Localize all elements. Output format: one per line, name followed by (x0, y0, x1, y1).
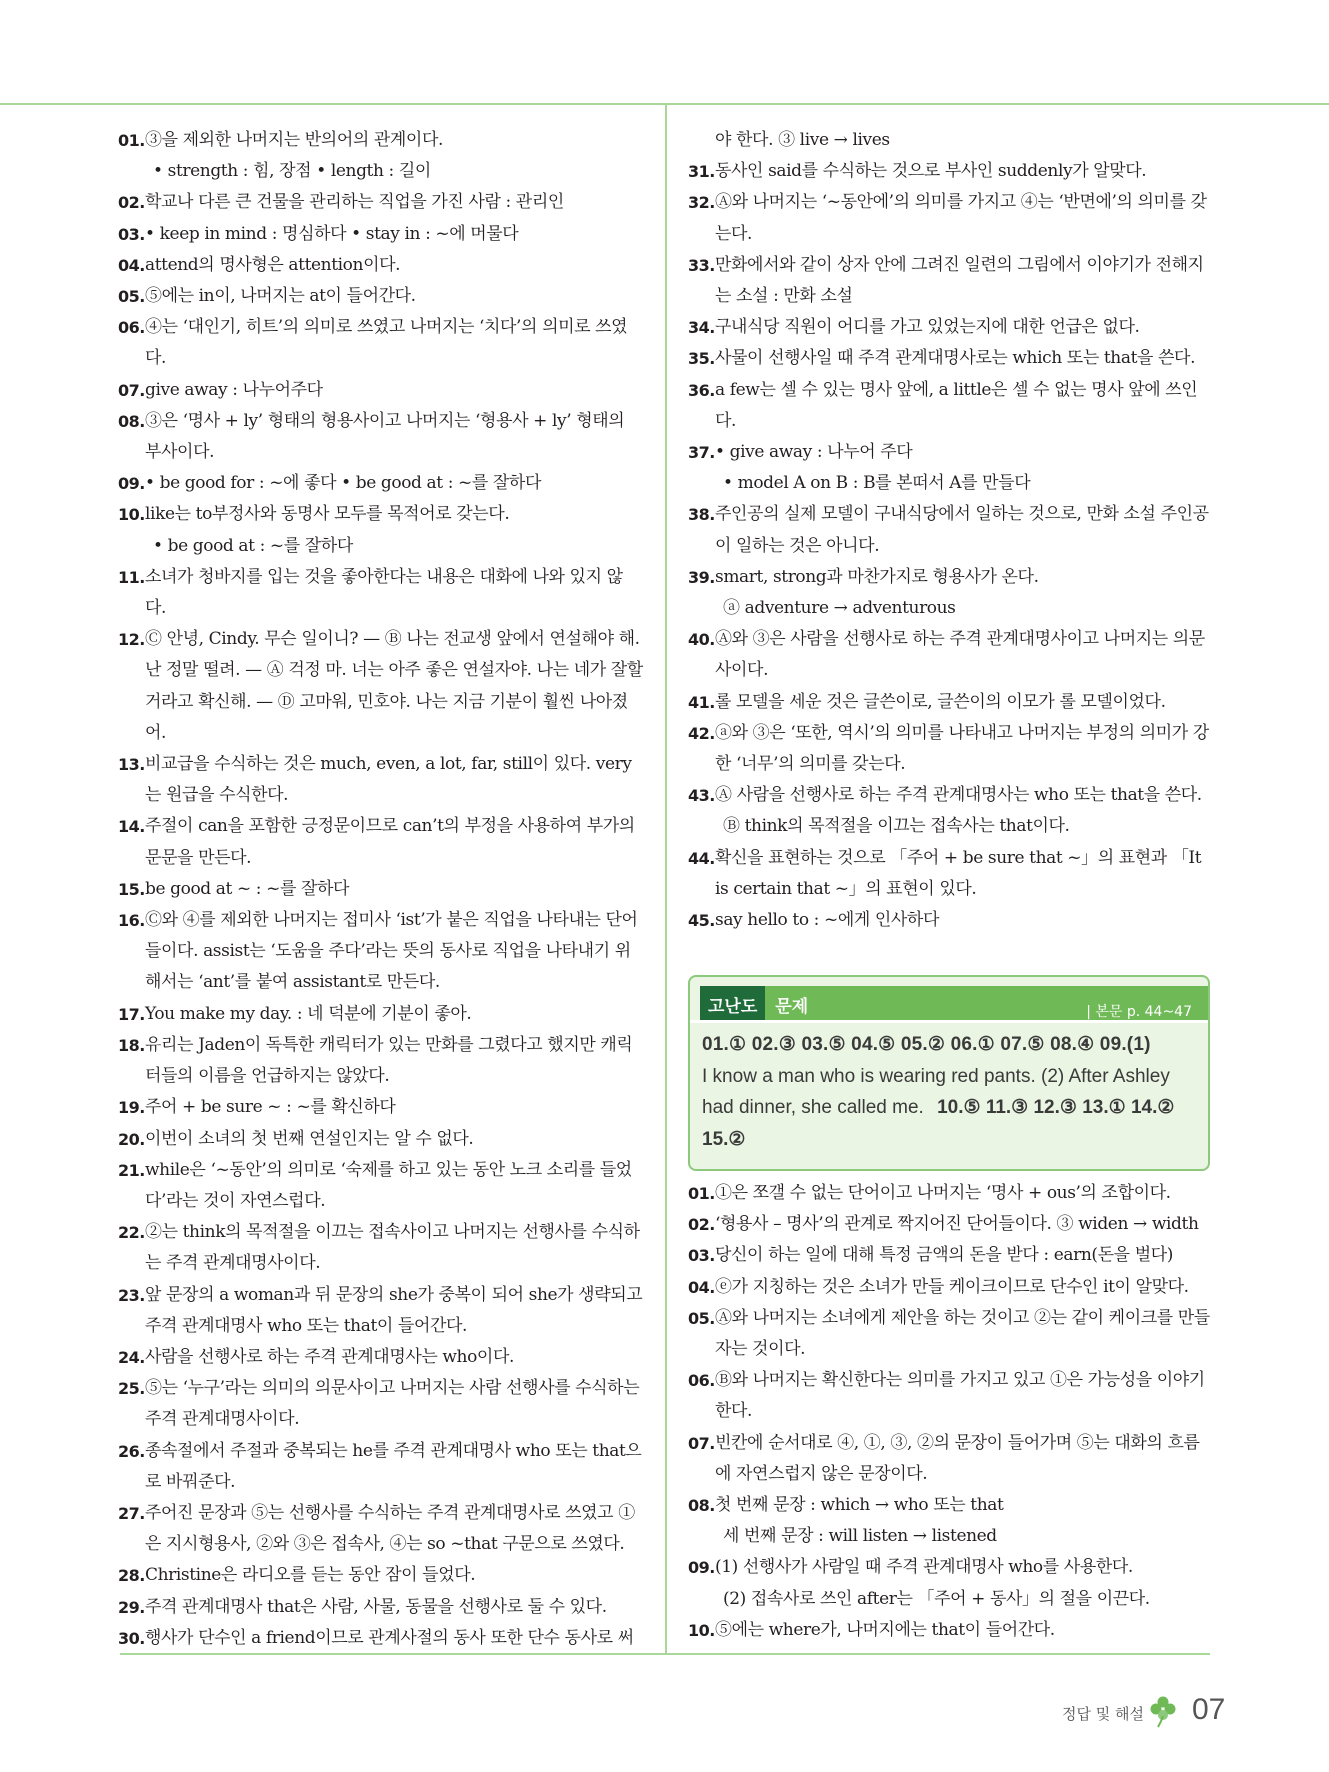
answer-item (118, 468, 643, 499)
answer-text (715, 250, 1210, 312)
answer-text (715, 905, 1210, 936)
answer-item (118, 1124, 643, 1155)
answer-number: 20. (118, 1129, 145, 1149)
answer-text (145, 624, 643, 749)
answer-line: 사람을 선행사로 하는 주격 관계대명사는 who이다. (145, 1346, 514, 1367)
answer-text (145, 1342, 643, 1373)
answer-line: 소녀가 청바지를 입는 것을 좋아한다는 내용은 대화에 나와 있지 않다. (145, 566, 623, 619)
answer-text (145, 1155, 643, 1217)
answer-number: 41. (688, 692, 715, 712)
answer-item (688, 1490, 1210, 1552)
answer-number: 16. (118, 911, 145, 931)
answer-key-tail: 10.⑤ 11.③ 12.③ 13.① 14.② (937, 1097, 1175, 1118)
answer-line: ④는 ‘대인기, 히트’의 의미로 쓰였고 나머지는 ‘치다’의 의미로 쓰였다. (145, 317, 628, 369)
answer-item (118, 125, 643, 187)
answer-item (118, 1373, 643, 1435)
answer-line: 만화에서와 같이 상자 안에 그려진 일련의 그림에서 이야기가 전해지는 소설 : 만화 소설 (715, 254, 1204, 307)
answer-item (688, 125, 1210, 156)
answer-number: 01. (118, 131, 145, 150)
answer-item (688, 1303, 1210, 1365)
answer-number (688, 125, 715, 156)
answer-text (715, 437, 1210, 499)
answer-line: 세 번째 문장 : will listen → listened (723, 1526, 997, 1547)
answer-line: 구내식당 직원이 어디를 가고 있었는지에 대한 언급은 없다. (715, 317, 1140, 338)
answer-number: 05. (118, 287, 145, 307)
answer-line: 당신이 하는 일에 대해 특정 금액의 돈을 받다 : earn(돈을 벌다) (715, 1245, 1173, 1266)
answer-item (118, 499, 643, 561)
answer-item (118, 406, 643, 468)
answer-number: 15. (118, 879, 145, 899)
answer-number: 38. (688, 505, 715, 525)
answer-text (145, 1217, 643, 1279)
answer-number: 24. (118, 1347, 145, 1367)
answer-item (118, 562, 643, 624)
answer-text (145, 312, 643, 374)
clover-icon (1148, 1694, 1178, 1728)
answer-line: 사물이 선행사일 때 주격 관계대명사로는 which 또는 that을 쓴다. (715, 348, 1196, 369)
answer-column-right (688, 125, 1210, 936)
answer-item (688, 499, 1210, 561)
answer-text (145, 749, 643, 811)
answer-line: 야 한다. ③ live → lives (715, 130, 890, 150)
answer-text (715, 187, 1210, 249)
answer-number: 02. (688, 1215, 715, 1235)
answer-item (688, 780, 1210, 842)
answer-line: ①은 쪼갤 수 없는 단어이고 나머지는 ‘명사 + ous’의 조합이다. (715, 1183, 1171, 1203)
answer-line: • be good for : ~에 좋다 • be good at : ~를 잘하다 (145, 473, 541, 494)
answer-item (118, 312, 643, 374)
answer-item (688, 1365, 1210, 1427)
answer-line: • be good at : ~를 잘하다 (153, 535, 353, 556)
answer-item (688, 687, 1210, 718)
answer-line: 주인공의 실제 모델이 구내식당에서 일하는 것으로, 만화 소설 주인공이 일하는 것은 아니다. (715, 504, 1209, 556)
answer-text (715, 156, 1210, 187)
answer-line: be good at ~ : ~를 잘하다 (145, 878, 350, 899)
answer-line: while은 ‘~동안’의 의미로 ‘숙제를 하고 있는 동안 노크 소리를 들었다’라는 것이 자연스럽다. (145, 1159, 632, 1211)
answer-text (715, 843, 1210, 905)
answer-key-last: 15.② (702, 1128, 746, 1150)
answer-item (688, 562, 1210, 624)
answer-text (145, 1030, 643, 1092)
answer-line: ②는 think의 목적절을 이끄는 접속사이고 나머지는 선행사를 수식하는 주격 관계대명사이다. (145, 1222, 640, 1274)
answer-text (145, 468, 643, 499)
answer-item (688, 843, 1210, 905)
answer-line: ⓐ와 ③은 ‘또한, 역시’의 의미를 나타내고 나머지는 부정의 의미가 강한 ‘너무’의 의미를 갖는다. (715, 722, 1209, 775)
answer-line: 주어 + be sure ~ : ~를 확신하다 (145, 1097, 396, 1118)
answer-text (715, 1365, 1210, 1427)
answer-text (715, 343, 1210, 374)
answer-text (715, 1552, 1210, 1614)
answer-item (118, 1498, 643, 1560)
answer-column-advanced (688, 1178, 1210, 1646)
answer-line: give away : 나누어주다 (145, 379, 323, 400)
answer-number: 13. (118, 755, 145, 775)
answer-item (688, 624, 1210, 686)
answer-text (145, 406, 643, 468)
answer-number: 25. (118, 1379, 145, 1399)
answer-number: 33. (688, 255, 715, 275)
answer-item (118, 1280, 643, 1342)
answer-item (688, 312, 1210, 343)
answer-text (715, 1272, 1210, 1303)
answer-text (145, 375, 643, 406)
answer-text (715, 1490, 1210, 1552)
answer-item (118, 1623, 643, 1654)
column-divider (665, 104, 667, 1654)
answer-number: 22. (118, 1223, 145, 1243)
answer-number: 21. (118, 1160, 145, 1180)
answer-text (145, 1280, 643, 1342)
answer-line: 행사가 단수인 a friend이므로 관계사절의 동사 또한 단수 동사로 써 (145, 1627, 634, 1648)
answer-item (118, 1092, 643, 1123)
answer-number: 30. (118, 1628, 145, 1648)
page-number: 07 (1192, 1693, 1226, 1726)
answer-text (145, 219, 643, 250)
answer-text (145, 1373, 643, 1435)
answer-item (118, 375, 643, 406)
answer-line: Ⓐ와 나머지는 소녀에게 제안을 하는 것이고 ②는 같이 케이크를 만들자는 것이다. (715, 1307, 1210, 1360)
answer-line: • model A on B : B를 본떠서 A를 만들다 (723, 473, 1031, 494)
answer-text (715, 718, 1210, 780)
answer-text (145, 250, 643, 281)
answer-item (118, 749, 643, 811)
answer-line: (2) 접속사로 쓰인 after는 「주어 + 동사」의 절을 이끈다. (723, 1588, 1150, 1609)
answer-number: 40. (688, 630, 715, 650)
answer-number: 36. (688, 380, 715, 400)
answer-item (118, 1155, 643, 1217)
answer-number: 09. (688, 1558, 715, 1578)
answer-number: 07. (688, 1433, 715, 1453)
answer-line: say hello to : ~에게 인사하다 (715, 910, 939, 931)
answer-line: Ⓐ와 나머지는 ‘~동안에’의 의미를 가지고 ④는 ‘반면에’의 의미를 갖는다. (715, 192, 1207, 244)
problems-tag: 문제 (765, 986, 1208, 1023)
answer-number: 04. (688, 1277, 715, 1297)
answer-text (145, 1623, 643, 1654)
answer-number: 45. (688, 911, 715, 931)
answer-number: 09. (118, 474, 145, 494)
answer-line: 유리는 Jaden이 독특한 캐릭터가 있는 만화를 그렸다고 했지만 캐릭터들의 이름을 언급하지는 않았다. (145, 1034, 633, 1087)
answer-text (145, 281, 643, 312)
answer-item (118, 1436, 643, 1498)
answer-text (715, 1428, 1210, 1490)
answer-text (715, 624, 1210, 686)
answer-item (688, 1178, 1210, 1209)
answer-text (145, 1436, 643, 1498)
answer-text (715, 312, 1210, 343)
answer-item (118, 219, 643, 250)
answer-text (715, 687, 1210, 718)
answer-key (690, 1023, 1208, 1161)
answer-number: 18. (118, 1035, 145, 1055)
answer-number: 06. (688, 1371, 715, 1391)
answer-text (145, 187, 643, 218)
answer-line: ⓔ가 지칭하는 것은 소녀가 만들 케이크이므로 단수인 it이 알맞다. (715, 1276, 1189, 1297)
answer-text (145, 1592, 643, 1623)
answer-text (715, 375, 1210, 437)
answer-text (145, 1124, 643, 1155)
answer-line: 롤 모델을 세운 것은 글쓴이로, 글쓴이의 이모가 롤 모델이었다. (715, 691, 1166, 712)
answer-number: 10. (118, 505, 145, 525)
answer-item (688, 1615, 1210, 1646)
answer-item (688, 1428, 1210, 1490)
answer-item (118, 624, 643, 749)
answer-line: Ⓒ와 ④를 제외한 나머지는 접미사 ‘ist’가 붙은 직업을 나타내는 단어들이다. assist는 ‘도움을 주다’라는 뜻의 동사로 직업을 나타내기 위해서는 ‘ant’를 붙여 assistant로 만든다. (145, 910, 638, 993)
answer-item (688, 375, 1210, 437)
answer-number: 43. (688, 786, 715, 806)
answer-number: 39. (688, 567, 715, 587)
answer-line: 비교급을 수식하는 것은 much, even, a lot, far, still이 있다. very는 원급을 수식한다. (145, 754, 632, 806)
answer-text (715, 499, 1210, 561)
answer-line: ⓐ adventure → adventurous (723, 598, 956, 619)
answer-line: Ⓑ와 나머지는 확신한다는 의미를 가지고 있고 ①은 가능성을 이야기한다. (715, 1370, 1205, 1422)
answer-number: 17. (118, 1004, 145, 1024)
answer-text (145, 999, 643, 1030)
answer-item (118, 999, 643, 1030)
answer-line: Christine은 라디오를 듣는 동안 잠이 들었다. (145, 1565, 476, 1586)
answer-item (118, 811, 643, 873)
answer-text (145, 499, 643, 561)
answer-text (715, 1615, 1210, 1646)
answer-key-line: 01.① 02.③ 03.⑤ 04.⑤ 05.② 06.① 07.⑤ 08.④ 09.(1) (702, 1034, 1151, 1055)
answer-text (715, 780, 1210, 842)
difficulty-tag: 고난도 (700, 986, 765, 1023)
answer-line: attend의 명사형은 attention이다. (145, 254, 401, 275)
answer-text (145, 1498, 643, 1560)
answer-key-text: I know a man who is wearing red pants. (2) After Ashley had dinner, she called me. (702, 1065, 1170, 1118)
answer-line: Ⓐ와 ③은 사람을 선행사로 하는 주격 관계대명사이고 나머지는 의문사이다. (715, 629, 1205, 681)
answer-line: 첫 번째 문장 : which → who 또는 that (715, 1495, 1004, 1516)
answer-number: 14. (118, 817, 145, 837)
answer-number: 35. (688, 349, 715, 369)
answer-text (715, 1303, 1210, 1365)
answer-line: 주어진 문장과 ⑤는 선행사를 수식하는 주격 관계대명사로 쓰였고 ①은 지시형용사, ②와 ③은 접속사, ④는 so ~that 구문으로 쓰였다. (145, 1502, 635, 1555)
answer-line: a few는 셀 수 있는 명사 앞에, a little은 셀 수 없는 명사 앞에 쓰인다. (715, 379, 1198, 431)
answer-line: 동사인 said를 수식하는 것으로 부사인 suddenly가 알맞다. (715, 161, 1147, 182)
answer-item (118, 281, 643, 312)
answer-line: Ⓑ think의 목적절을 이끄는 접속사는 that이다. (723, 816, 1070, 837)
answer-text (145, 1560, 643, 1591)
answer-column-left (118, 125, 643, 1654)
answer-text (715, 1240, 1210, 1271)
answer-number: 28. (118, 1566, 145, 1586)
answer-number: 12. (118, 630, 145, 650)
answer-line: 학교나 다른 큰 건물을 관리하는 직업을 가진 사람 : 관리인 (145, 192, 564, 213)
answer-number: 34. (688, 318, 715, 338)
answer-item (118, 1030, 643, 1092)
answer-line: 앞 문장의 a woman과 뒤 문장의 she가 중복이 되어 she가 생략되고 주격 관계대명사 who 또는 that이 들어간다. (145, 1284, 643, 1336)
answer-number: 23. (118, 1285, 145, 1305)
answer-item (688, 905, 1210, 936)
answer-text (145, 905, 643, 999)
answer-number: 29. (118, 1597, 145, 1617)
answer-number: 08. (688, 1496, 715, 1516)
answer-line: Ⓐ 사람을 선행사로 하는 주격 관계대명사는 who 또는 that을 쓴다. (715, 785, 1202, 806)
answer-number: 26. (118, 1441, 145, 1461)
answer-number: 32. (688, 193, 715, 213)
answer-text (715, 1178, 1210, 1209)
answer-number: 01. (688, 1184, 715, 1203)
answer-item (688, 250, 1210, 312)
answer-number: 11. (118, 567, 145, 587)
answer-line: ‘형용사 – 명사’의 관계로 짝지어진 단어들이다. ③ widen → width (715, 1214, 1199, 1235)
answer-number: 06. (118, 318, 145, 338)
answer-number: 08. (118, 411, 145, 431)
answer-line: • strength : 힘, 장점 • length : 길이 (153, 161, 431, 182)
answer-line: Ⓒ 안녕, Cindy. 무슨 일이니? — Ⓑ 나는 전교생 앞에서 연설해야 해. 난 정말 떨려. — Ⓐ 걱정 마. 너는 아주 좋은 연설자야. 나는 네가 잘할 거라고 확신해. — Ⓓ 고마워, 민호야. 나는 지금 기분이 훨씬 나아졌어. (145, 629, 643, 743)
answer-number: 07. (118, 380, 145, 400)
answer-text (145, 562, 643, 624)
answer-number: 10. (688, 1620, 715, 1640)
answer-number: 44. (688, 848, 715, 868)
answer-item (688, 187, 1210, 249)
answer-line: 종속절에서 주절과 중복되는 he를 주격 관계대명사 who 또는 that으로 바꿔준다. (145, 1440, 642, 1492)
answer-line: • keep in mind : 명심하다 • stay in : ~에 머물다 (145, 223, 519, 244)
answer-item (688, 156, 1210, 187)
answer-line: 주격 관계대명사 that은 사람, 사물, 동물을 선행사로 둘 수 있다. (145, 1596, 607, 1617)
answer-item (688, 343, 1210, 374)
answer-number: 19. (118, 1098, 145, 1118)
answer-line: like는 to부정사와 동명사 모두를 목적어로 갖는다. (145, 504, 510, 525)
answer-text (145, 874, 643, 905)
answer-number: 27. (118, 1503, 145, 1523)
answer-item (118, 187, 643, 218)
answer-line: You make my day. : 네 덕분에 기분이 좋아. (145, 1003, 472, 1024)
answer-item (118, 1217, 643, 1279)
answer-number: 03. (118, 224, 145, 244)
answer-text (715, 1209, 1210, 1240)
answer-item (118, 1342, 643, 1373)
answer-number: 37. (688, 443, 715, 463)
answer-item (688, 718, 1210, 780)
answer-line: 이번이 소녀의 첫 번째 연설인지는 알 수 없다. (145, 1128, 474, 1149)
answer-text (715, 562, 1210, 624)
answer-item (118, 1560, 643, 1591)
answer-number: 04. (118, 255, 145, 275)
answer-item (688, 1209, 1210, 1240)
answer-number: 02. (118, 193, 145, 213)
answer-line: ⑤에는 in이, 나머지는 at이 들어간다. (145, 286, 416, 307)
answer-text (145, 811, 643, 873)
answer-item (118, 905, 643, 999)
page-reference: | 본문 p. 44~47 (1086, 1004, 1192, 1020)
answer-number: 03. (688, 1246, 715, 1266)
answer-number: 42. (688, 723, 715, 743)
footer-label: 정답 및 해설 (1062, 1705, 1144, 1723)
answer-item (118, 1592, 643, 1623)
answer-line: ⑤는 ‘누구’라는 의미의 의문사이고 나머지는 사람 선행사를 수식하는 주격 관계대명사이다. (145, 1378, 640, 1430)
answer-line: ③을 제외한 나머지는 반의어의 관계이다. (145, 130, 443, 150)
advanced-problems-box (688, 975, 1210, 1171)
answer-text (715, 125, 1210, 156)
answer-line: • give away : 나누어 주다 (715, 442, 913, 463)
answer-item (118, 250, 643, 281)
answer-line: smart, strong과 마찬가지로 형용사가 온다. (715, 566, 1039, 587)
answer-line: 빈칸에 순서대로 ④, ①, ③, ②의 문장이 들어가며 ⑤는 대화의 흐름에 자연스럽지 않은 문장이다. (715, 1432, 1200, 1484)
answer-line: ⑤에는 where가, 나머지에는 that이 들어간다. (715, 1619, 1055, 1640)
answer-item (688, 1240, 1210, 1271)
answer-line: ③은 ‘명사 + ly’ 형태의 형용사이고 나머지는 ‘형용사 + ly’ 형태의 부사이다. (145, 410, 625, 463)
answer-item (688, 437, 1210, 499)
answer-item (118, 874, 643, 905)
answer-line: 확신을 표현하는 것으로 「주어 + be sure that ~」의 표현과 「It is certain that ~」의 표현이 있다. (715, 847, 1202, 899)
answer-item (688, 1552, 1210, 1614)
answer-line: (1) 선행사가 사람일 때 주격 관계대명사 who를 사용한다. (715, 1557, 1133, 1578)
answer-line: 주절이 can을 포함한 긍정문이므로 can’t의 부정을 사용하여 부가의문문을 만든다. (145, 816, 635, 868)
answer-number: 31. (688, 162, 715, 182)
answer-text (145, 1092, 643, 1123)
answer-item (688, 1272, 1210, 1303)
answer-number: 05. (688, 1308, 715, 1328)
answer-text (145, 125, 643, 187)
